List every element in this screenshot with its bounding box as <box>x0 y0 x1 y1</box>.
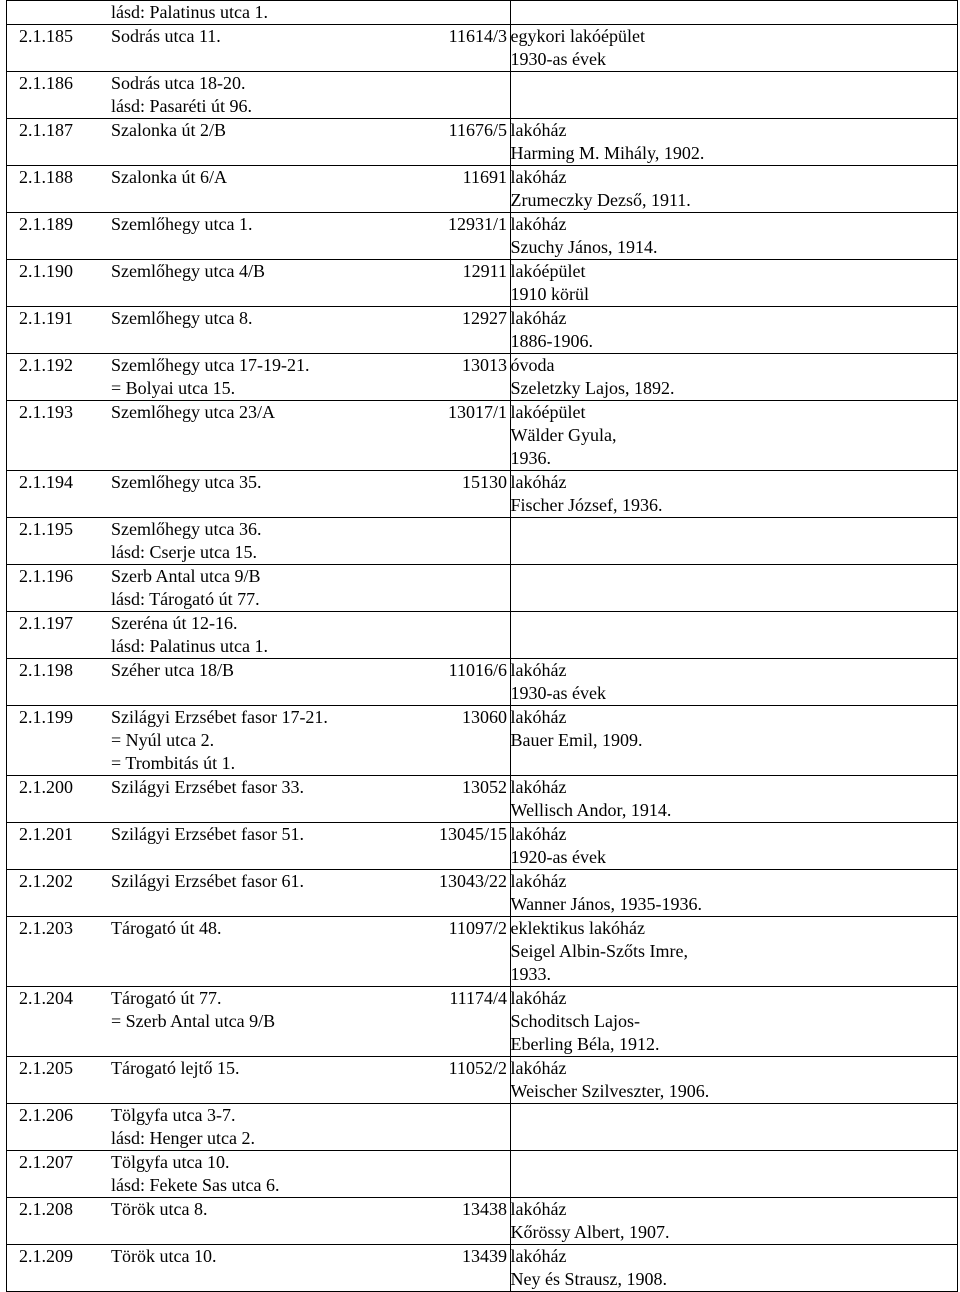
item-number: 2.1.204 <box>19 988 73 1008</box>
address-line: Szemlőhegy utca 36. <box>111 519 262 539</box>
description-cell <box>510 518 957 565</box>
table-row <box>7 260 958 307</box>
address-line: lásd: Palatinus utca 1. <box>111 636 268 656</box>
address-lines <box>111 823 411 846</box>
building-type: lakóépület <box>510 402 586 422</box>
item-number: 2.1.206 <box>19 1105 73 1125</box>
address-cell <box>7 260 511 307</box>
table-row <box>7 119 958 166</box>
address-lines <box>111 870 411 893</box>
address-line: Szemlőhegy utca 35. <box>111 472 262 492</box>
item-number: 2.1.199 <box>19 707 73 727</box>
description-cell <box>510 917 957 987</box>
address-cell <box>7 776 511 823</box>
description-cell <box>510 119 957 166</box>
item-number: 2.1.185 <box>19 26 73 46</box>
address-cell <box>7 1104 511 1151</box>
table-row <box>7 1 958 25</box>
item-number: 2.1.202 <box>19 871 73 891</box>
address-cell <box>7 823 511 870</box>
item-number: 2.1.196 <box>19 566 73 586</box>
address-cell <box>7 25 511 72</box>
item-number: 2.1.200 <box>19 777 73 797</box>
address-line: Sodrás utca 18-20. <box>111 73 246 93</box>
address-line: Török utca 10. <box>111 1246 217 1266</box>
building-detail: Fischer József, 1936. <box>510 495 663 515</box>
building-type: lakóház <box>510 660 567 680</box>
address-lines <box>111 471 411 494</box>
building-detail: Kőrössy Albert, 1907. <box>510 1222 670 1242</box>
item-number: 2.1.193 <box>19 402 73 422</box>
building-detail: Seigel Albin-Szőts Imre, <box>510 941 688 961</box>
description-cell <box>510 612 957 659</box>
building-type: lakóház <box>510 824 567 844</box>
lot-number <box>411 518 507 564</box>
description-cell <box>510 1198 957 1245</box>
address-lines <box>111 119 411 142</box>
address-cell <box>7 166 511 213</box>
description-cell <box>510 659 957 706</box>
table-row <box>7 870 958 917</box>
description-cell <box>510 1104 957 1151</box>
address-line: Szalonka út 2/B <box>111 120 226 140</box>
address-lines <box>111 1198 411 1221</box>
description-cell <box>510 471 957 518</box>
building-detail: Weischer Szilveszter, 1906. <box>510 1081 710 1101</box>
description-cell <box>510 354 957 401</box>
building-detail: 1920-as évek <box>510 847 606 867</box>
table-row <box>7 1104 958 1151</box>
description-cell <box>510 72 957 119</box>
lot-number: 11052/2 <box>448 1058 507 1078</box>
address-line: Szilágyi Erzsébet fasor 51. <box>111 824 304 844</box>
building-type: lakóház <box>510 988 567 1008</box>
address-line: Szemlőhegy utca 1. <box>111 214 253 234</box>
address-lines <box>111 1 411 24</box>
address-cell <box>7 1245 511 1292</box>
address-line: Sodrás utca 11. <box>111 26 221 46</box>
table-row <box>7 72 958 119</box>
item-number: 2.1.209 <box>19 1246 73 1266</box>
item-number: 2.1.194 <box>19 472 73 492</box>
address-line: = Bolyai utca 15. <box>111 378 236 398</box>
table-row <box>7 659 958 706</box>
table-row <box>7 706 958 776</box>
item-number: 2.1.208 <box>19 1199 73 1219</box>
address-lines <box>111 706 411 775</box>
address-line: Török utca 8. <box>111 1199 208 1219</box>
building-type: lakóház <box>510 308 567 328</box>
table-row <box>7 166 958 213</box>
lot-number <box>411 612 507 658</box>
building-type: lakóház <box>510 777 567 797</box>
address-lines <box>111 659 411 682</box>
address-line: lásd: Cserje utca 15. <box>111 542 257 562</box>
address-lines <box>111 518 411 564</box>
table-row <box>7 1057 958 1104</box>
building-detail: 1930-as évek <box>510 683 606 703</box>
lot-number: 11174/4 <box>449 988 507 1008</box>
address-cell <box>7 354 511 401</box>
item-number: 2.1.198 <box>19 660 73 680</box>
building-detail: Wanner János, 1935-1936. <box>510 894 703 914</box>
description-cell <box>510 25 957 72</box>
address-line: Szemlőhegy utca 4/B <box>111 261 265 281</box>
address-lines <box>111 612 411 658</box>
building-detail: Wälder Gyula, <box>510 425 617 445</box>
lot-number: 11691 <box>462 167 507 187</box>
monument-table <box>6 0 958 1292</box>
address-cell <box>7 471 511 518</box>
description-cell <box>510 1057 957 1104</box>
address-line: Tárogató lejtő 15. <box>111 1058 240 1078</box>
address-lines <box>111 1104 411 1150</box>
description-cell <box>510 401 957 471</box>
address-lines <box>111 166 411 189</box>
item-number: 2.1.188 <box>19 167 73 187</box>
address-cell <box>7 565 511 612</box>
address-cell <box>7 987 511 1057</box>
building-type: eklektikus lakóház <box>510 918 645 938</box>
address-line: Tárogató út 77. <box>111 988 222 1008</box>
building-type: lakóház <box>510 871 567 891</box>
table-row <box>7 776 958 823</box>
description-cell <box>510 706 957 776</box>
lot-number: 13060 <box>462 707 507 727</box>
table-row <box>7 25 958 72</box>
address-cell <box>7 401 511 471</box>
address-line: Szilágyi Erzsébet fasor 17-21. <box>111 707 328 727</box>
description-cell <box>510 987 957 1057</box>
address-cell <box>7 213 511 260</box>
table-row <box>7 565 958 612</box>
address-lines <box>111 260 411 283</box>
lot-number: 13439 <box>462 1246 507 1266</box>
building-detail: Bauer Emil, 1909. <box>510 730 643 750</box>
description-cell <box>510 823 957 870</box>
table-row <box>7 471 958 518</box>
lot-number: 13017/1 <box>447 402 507 422</box>
address-lines <box>111 213 411 236</box>
building-detail: 1910 körül <box>510 284 590 304</box>
lot-number: 12927 <box>462 308 507 328</box>
lot-number: 11676/5 <box>448 120 507 140</box>
address-line: Tölgyfa utca 10. <box>111 1152 230 1172</box>
building-detail: Wellisch Andor, 1914. <box>510 800 672 820</box>
building-detail: 1933. <box>510 964 552 984</box>
item-number: 2.1.186 <box>19 73 73 93</box>
description-cell <box>510 870 957 917</box>
address-lines <box>111 354 411 400</box>
building-detail: Harming M. Mihály, 1902. <box>510 143 705 163</box>
address-lines <box>111 1151 411 1197</box>
address-lines <box>111 565 411 611</box>
lot-number: 13052 <box>462 777 507 797</box>
address-cell <box>7 307 511 354</box>
table-row <box>7 401 958 471</box>
item-number: 2.1.187 <box>19 120 73 140</box>
address-line: lásd: Fekete Sas utca 6. <box>111 1175 280 1195</box>
building-type: lakóház <box>510 707 567 727</box>
lot-number: 11097/2 <box>448 918 507 938</box>
address-line: Széher utca 18/B <box>111 660 234 680</box>
address-cell <box>7 1198 511 1245</box>
table-row <box>7 354 958 401</box>
address-cell <box>7 917 511 987</box>
lot-number <box>411 1 507 24</box>
lot-number: 12911 <box>462 261 507 281</box>
address-cell <box>7 1057 511 1104</box>
item-number: 2.1.189 <box>19 214 73 234</box>
building-detail: 1936. <box>510 448 552 468</box>
description-cell <box>510 260 957 307</box>
address-cell <box>7 1 511 25</box>
description-cell <box>510 1 957 25</box>
description-cell <box>510 1245 957 1292</box>
address-cell <box>7 119 511 166</box>
building-detail: 1930-as évek <box>510 49 606 69</box>
building-detail: Szuchy János, 1914. <box>510 237 658 257</box>
lot-number: 12931/1 <box>447 214 507 234</box>
address-line: = Nyúl utca 2. <box>111 730 215 750</box>
building-type: lakóház <box>510 214 567 234</box>
address-cell <box>7 72 511 119</box>
address-lines <box>111 1057 411 1080</box>
address-line: lásd: Tárogató út 77. <box>111 589 260 609</box>
lot-number: 11614/3 <box>448 26 507 46</box>
address-line: lásd: Palatinus utca 1. <box>111 2 268 22</box>
table-row <box>7 1151 958 1198</box>
item-number <box>7 1 111 24</box>
address-cell <box>7 1151 511 1198</box>
item-number: 2.1.190 <box>19 261 73 281</box>
lot-number <box>411 72 507 118</box>
item-number: 2.1.197 <box>19 613 73 633</box>
address-line: Szerb Antal utca 9/B <box>111 566 261 586</box>
building-detail: 1886-1906. <box>510 331 594 351</box>
lot-number <box>411 1104 507 1150</box>
description-cell <box>510 565 957 612</box>
address-cell <box>7 518 511 565</box>
building-detail: Eberling Béla, 1912. <box>510 1034 660 1054</box>
table-row <box>7 307 958 354</box>
table-row <box>7 612 958 659</box>
address-lines <box>111 25 411 48</box>
address-line: Szemlőhegy utca 8. <box>111 308 253 328</box>
building-type: egykori lakóépület <box>510 26 645 46</box>
description-cell <box>510 1151 957 1198</box>
building-type: lakóház <box>510 472 567 492</box>
description-cell <box>510 166 957 213</box>
address-line: = Szerb Antal utca 9/B <box>111 1011 276 1031</box>
address-line: Szalonka út 6/A <box>111 167 227 187</box>
item-number: 2.1.201 <box>19 824 73 844</box>
address-cell <box>7 659 511 706</box>
address-line: lásd: Pasaréti út 96. <box>111 96 252 116</box>
building-type: lakóház <box>510 1199 567 1219</box>
lot-number: 13043/22 <box>438 871 507 891</box>
building-type: lakóház <box>510 1246 567 1266</box>
table-row <box>7 518 958 565</box>
address-line: Szilágyi Erzsébet fasor 33. <box>111 777 304 797</box>
item-number: 2.1.207 <box>19 1152 73 1172</box>
address-lines <box>111 917 411 940</box>
table-row <box>7 213 958 260</box>
address-line: Tárogató út 48. <box>111 918 222 938</box>
description-cell <box>510 307 957 354</box>
description-cell <box>510 213 957 260</box>
item-number: 2.1.195 <box>19 519 73 539</box>
address-line: Szemlőhegy utca 23/A <box>111 402 275 422</box>
table-row <box>7 987 958 1057</box>
table-row <box>7 1198 958 1245</box>
lot-number: 15130 <box>462 472 507 492</box>
lot-number: 13013 <box>462 355 507 375</box>
address-line: Szemlőhegy utca 17-19-21. <box>111 355 310 375</box>
address-lines <box>111 401 411 424</box>
address-lines <box>111 72 411 118</box>
building-type: lakóház <box>510 167 567 187</box>
item-number: 2.1.203 <box>19 918 73 938</box>
table-row <box>7 823 958 870</box>
item-number: 2.1.191 <box>19 308 73 328</box>
building-detail: Szeletzky Lajos, 1892. <box>510 378 675 398</box>
building-detail: Schoditsch Lajos- <box>510 1011 640 1031</box>
address-lines <box>111 1245 411 1268</box>
table-row <box>7 917 958 987</box>
item-number: 2.1.205 <box>19 1058 73 1078</box>
lot-number: 13438 <box>462 1199 507 1219</box>
building-type: lakóépület <box>510 261 586 281</box>
address-lines <box>111 987 411 1033</box>
address-cell <box>7 870 511 917</box>
address-lines <box>111 307 411 330</box>
item-number: 2.1.192 <box>19 355 73 375</box>
building-type: lakóház <box>510 120 567 140</box>
address-cell <box>7 706 511 776</box>
building-detail: Ney és Strausz, 1908. <box>510 1269 667 1289</box>
address-line: Szilágyi Erzsébet fasor 61. <box>111 871 304 891</box>
building-type: óvoda <box>510 355 555 375</box>
table-row <box>7 1245 958 1292</box>
building-detail: Zrumeczky Dezső, 1911. <box>510 190 691 210</box>
address-line: = Trombitás út 1. <box>111 753 236 773</box>
address-cell <box>7 612 511 659</box>
lot-number <box>411 1151 507 1197</box>
description-cell <box>510 776 957 823</box>
monument-table-body <box>7 1 958 1292</box>
address-line: Szeréna út 12-16. <box>111 613 238 633</box>
address-line: lásd: Henger utca 2. <box>111 1128 255 1148</box>
lot-number: 13045/15 <box>438 824 507 844</box>
building-type: lakóház <box>510 1058 567 1078</box>
lot-number <box>411 565 507 611</box>
address-lines <box>111 776 411 799</box>
lot-number: 11016/6 <box>448 660 507 680</box>
address-line: Tölgyfa utca 3-7. <box>111 1105 236 1125</box>
